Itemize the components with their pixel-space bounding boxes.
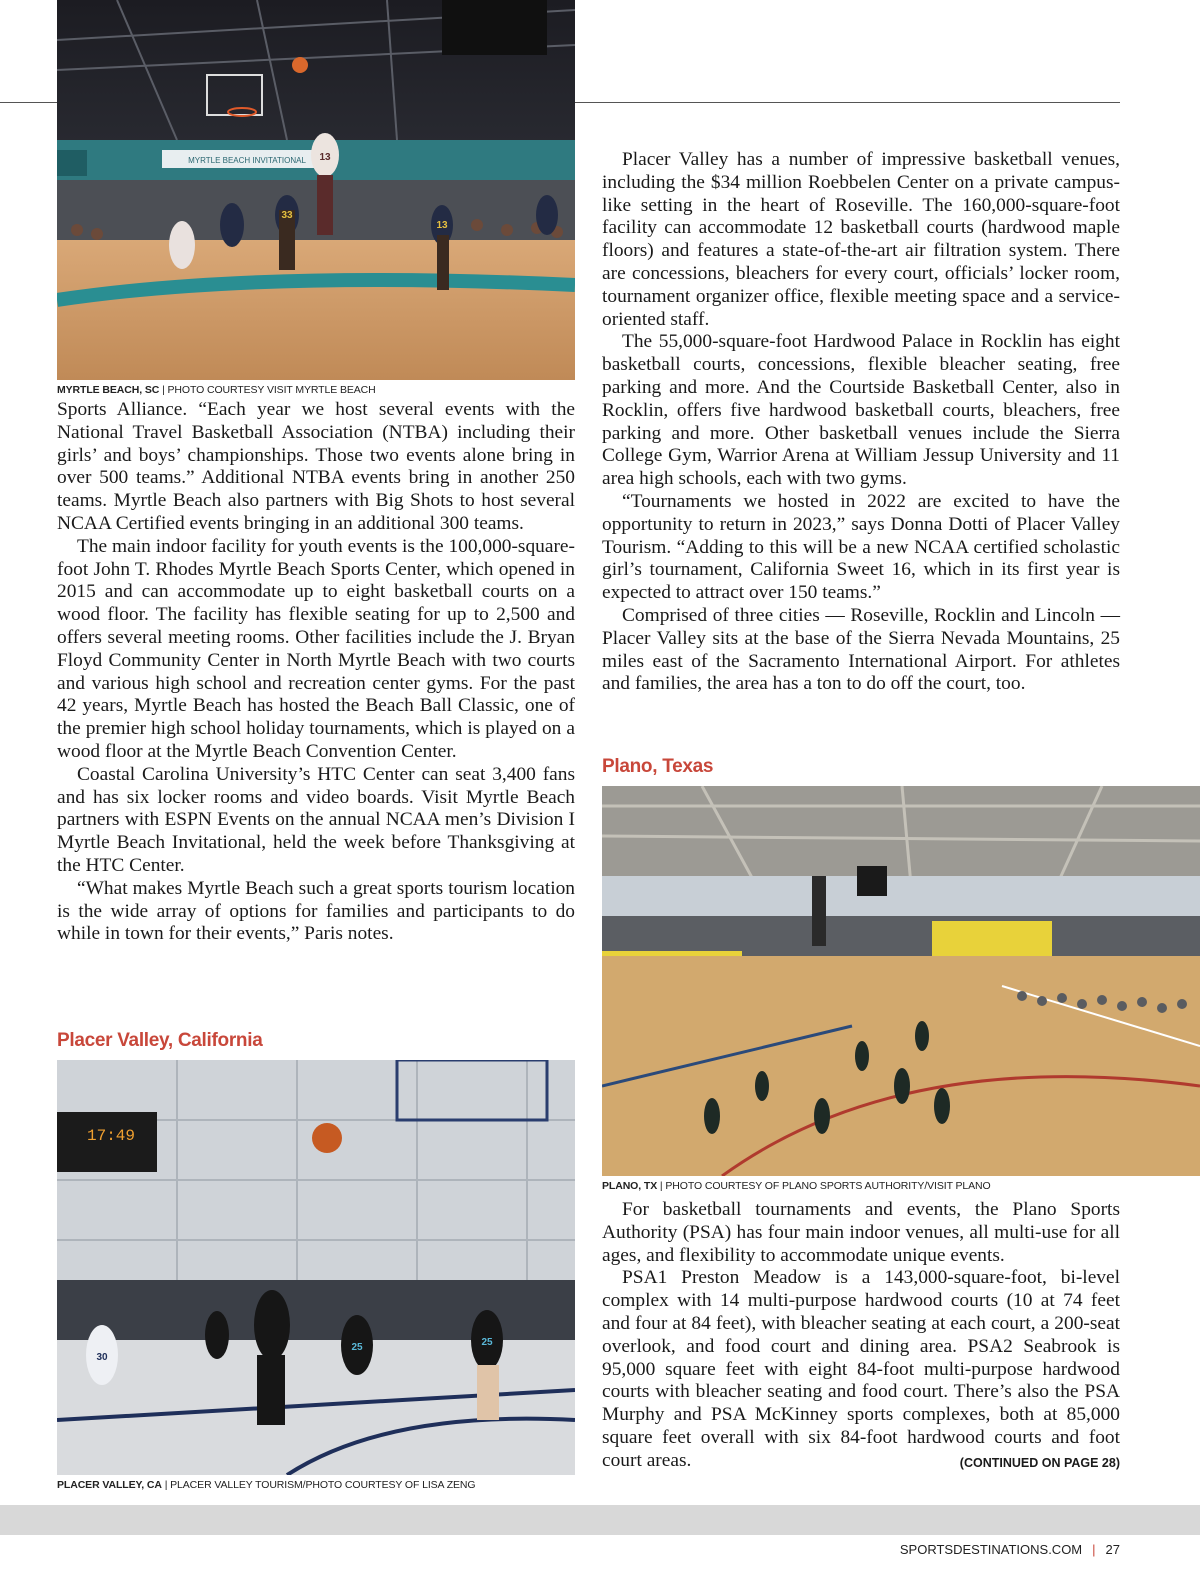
plano-photo [602, 786, 1200, 1176]
body-paragraph [602, 1267, 1120, 1472]
caption-place: MYRTLE BEACH, SC [57, 384, 160, 396]
page-number: 27 [1105, 1542, 1120, 1557]
jersey-number: 33 [281, 210, 293, 221]
body-paragraph-text: PSA1 Preston Meadow is a 143,000-square-foot, bi-level complex with 14 multi-purpose hardwood courts (10 at 74 feet and four at 84 feet), with bleacher seating at each court, a 200-seat overlook, and food court and dining area. PSA2 Seabrook is 95,000 square feet with eight 84-foot multi-purpose hardwood courts with bleacher seating and food court. There’s also the PSA Murphy and PSA McKinney sports complexes, both at 85,000 square feet overall with six 84-foot hardwood courts and foot court areas. [602, 1267, 1120, 1471]
right-column-text-top [602, 149, 1120, 696]
caption-credit: | PHOTO COURTESY OF PLANO SPORTS AUTHORITY/VISIT PLANO [657, 1180, 991, 1192]
jersey-number: 25 [351, 1342, 363, 1353]
body-paragraph: “What makes Myrtle Beach such a great sports tourism location is the wide array of options for families and participants to do while in town for their events,” Paris notes. [57, 877, 575, 945]
myrtle-photo-caption [57, 384, 376, 396]
section-heading-placer-valley: Placer Valley, California [57, 1030, 263, 1051]
caption-place: PLANO, TX [602, 1180, 658, 1192]
photo-scoreboard-time: 17:49 [87, 1127, 136, 1145]
section-heading-plano: Plano, Texas [602, 756, 714, 777]
caption-credit: | PHOTO COURTESY VISIT MYRTLE BEACH [159, 384, 376, 396]
continued-note: (CONTINUED ON PAGE 28) [959, 1455, 1120, 1470]
placer-valley-photo [57, 1060, 575, 1475]
placer-photo-caption [57, 1479, 475, 1491]
jersey-number: 25 [481, 1337, 493, 1348]
jersey-number: 13 [319, 152, 331, 163]
body-paragraph: Comprised of three cities — Roseville, Rocklin and Lincoln — Placer Valley sits at the base of the Sierra Nevada Mountains, 25 miles east of the Sacramento International Airport. For athletes and families, the area has a ton to do off the court, too. [602, 604, 1120, 695]
footer [900, 1542, 1120, 1557]
jersey-number: 13 [436, 220, 448, 231]
plano-photo-caption [602, 1180, 991, 1192]
caption-place: PLACER VALLEY, CA [57, 1479, 162, 1491]
footer-separator: | [1092, 1542, 1096, 1557]
body-paragraph: Sports Alliance. “Each year we host several events with the National Travel Basketball Association (NTBA) including their girls’ and boys’ championships. Those two events alone bring in over 500 teams.” Additional NTBA events bring in another 250 teams. Myrtle Beach also partners with Big Shots to host several NCAA Certified events bringing in an additional 300 teams. [57, 399, 575, 534]
footer-site-link[interactable]: SPORTSDESTINATIONS.COM [899, 1542, 1083, 1557]
footer-bar [0, 1505, 1200, 1535]
body-paragraph: “Tournaments we hosted in 2022 are excited to have the opportunity to return in 2023,” says Donna Dotti of Placer Valley Tourism. “Adding to this will be a new NCAA certified scholastic girl’s tournament, California Sweet 16, which in its first year is expected to attract over 150 teams.” [602, 490, 1120, 604]
left-column-text [57, 399, 575, 946]
photo-banner-text: MYRTLE BEACH INVITATIONAL [188, 156, 306, 165]
right-column-text-bottom [602, 1199, 1120, 1475]
body-paragraph: The 55,000-square-foot Hardwood Palace in Rocklin has eight basketball courts, concessions, flexible bleacher seating, free parking and more. And the Courtside Basketball Center, also in Rocklin, offers five hardwood basketball courts, bleachers, free parking and more. Other basketball venues include the Sierra College Gym, Warrior Arena at William Jessup University and 11 area high schools, each with two gyms. [602, 331, 1120, 490]
jersey-number: 30 [96, 1352, 108, 1363]
myrtle-beach-photo [57, 0, 575, 380]
caption-credit: | PLACER VALLEY TOURISM/PHOTO COURTESY OF LISA ZENG [161, 1479, 476, 1491]
body-paragraph: The main indoor facility for youth events is the 100,000-square-foot John T. Rhodes Myrtle Beach Sports Center, which opened in 2015 and can accommodate up to eight basketball courts on a wood floor. The facility has flexible seating for up to 2,500 and offers several meeting rooms. Other facilities include the J. Bryan Floyd Community Center in North Myrtle Beach with two courts and various high school and recreation center gyms. For the past 42 years, Myrtle Beach has hosted the Beach Ball Classic, one of the premier high school holiday tournaments, which is played on a wood floor at the Myrtle Beach Convention Center. [57, 535, 575, 762]
body-paragraph: Coastal Carolina University’s HTC Center can seat 3,400 fans and has six locker rooms and video boards. Visit Myrtle Beach partners with ESPN Events on the annual NCAA men’s Division I Myrtle Beach Invitational, held the week before Thanksgiving at the HTC Center. [57, 763, 575, 876]
body-paragraph: For basketball tournaments and events, the Plano Sports Authority (PSA) has four main indoor venues, all multi-use for all ages, and flexibility to accommodate unique events. [602, 1199, 1120, 1266]
body-paragraph: Placer Valley has a number of impressive basketball venues, including the $34 million Roebbelen Center on a private campus-like setting in the heart of Roseville. The 160,000-square-foot facility can accommodate 12 basketball courts (hardwood maple floors) and features a state-of-the-art air filtration system. There are concessions, bleachers for every court, officials’ locker room, tournament organizer office, flexible meeting space and a service-oriented staff. [602, 149, 1120, 330]
